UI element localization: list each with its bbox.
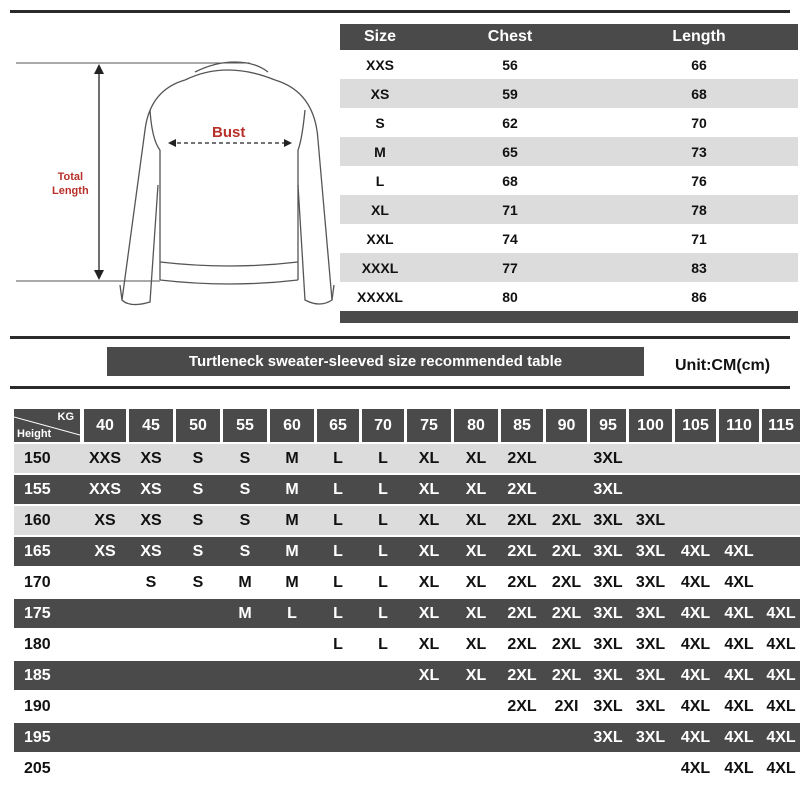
size-recommend-cell: S — [192, 573, 204, 591]
chest-cell: 74 — [502, 230, 518, 247]
size-recommend-cell: L — [333, 542, 343, 560]
size-recommend-cell: L — [378, 480, 388, 498]
size-chart-row — [340, 253, 798, 282]
size-recommend-cell: XL — [418, 573, 440, 591]
size-recommend-cell: 2XL — [507, 666, 537, 684]
size-recommend-cell: XS — [140, 511, 162, 529]
height-row — [14, 506, 800, 535]
size-recommend-cell: 4XL — [724, 542, 754, 560]
size-recommend-cell — [546, 723, 587, 752]
height-cell: 205 — [24, 759, 51, 777]
kg-header-cell: 40 — [84, 409, 126, 442]
height-row — [14, 444, 800, 473]
size-recommend-cell — [270, 692, 314, 721]
kg-header-row — [14, 409, 800, 442]
kg-header-cell: 60 — [270, 409, 314, 442]
size-recommend-cell: 3XL — [593, 449, 623, 467]
size-recommend-cell: 4XL — [766, 635, 796, 653]
size-recommend-cell — [719, 475, 759, 504]
size-recommend-cell — [762, 475, 800, 504]
length-cell: 76 — [691, 172, 707, 189]
height-row — [14, 599, 800, 628]
size-chart-footer-bar — [340, 311, 798, 323]
size-recommend-cell — [675, 506, 716, 535]
size-recommend-cell: 2XL — [551, 511, 582, 529]
bust-label: Bust — [212, 124, 246, 141]
size-recommend-cell: 2XL — [551, 542, 582, 560]
size-recommend-cell — [362, 692, 404, 721]
size-recommend-cell: M — [285, 511, 299, 529]
chest-cell: 80 — [502, 288, 518, 305]
chest-cell: 65 — [502, 143, 518, 160]
length-cell: 83 — [691, 259, 707, 276]
size-recommend-cell: L — [333, 573, 343, 591]
size-recommend-cell: XL — [418, 604, 440, 622]
kg-header-cell: 55 — [223, 409, 267, 442]
size-recommend-cell: M — [238, 573, 252, 591]
height-cell: 170 — [24, 573, 51, 591]
size-recommend-cell — [270, 754, 314, 783]
size-chart-row — [340, 166, 798, 195]
size-recommend-cell: 2XL — [551, 666, 582, 684]
size-recommend-cell: 3XL — [635, 542, 666, 560]
size-recommend-cell — [129, 599, 173, 628]
size-recommend-cell — [223, 692, 267, 721]
size-recommend-cell: XL — [418, 666, 440, 684]
size-recommend-cell: 3XL — [593, 666, 623, 684]
size-recommend-cell: 4XL — [680, 666, 711, 684]
size-recommend-cell: 2XL — [507, 511, 537, 529]
size-recommend-cell: 2XL — [551, 635, 582, 653]
size-recommend-cell: 4XL — [724, 635, 754, 653]
size-recommend-cell — [317, 661, 359, 690]
size-recommend-cell: L — [287, 604, 297, 622]
height-row — [14, 692, 800, 721]
size-chart-row — [340, 224, 798, 253]
size-recommend-cell: L — [333, 480, 343, 498]
size-recommend-cell — [84, 754, 126, 783]
kg-header-cell: 95 — [590, 409, 626, 442]
size-recommend-cell — [129, 723, 173, 752]
size-recommend-cell — [176, 630, 220, 659]
size-recommend-cell: XL — [465, 635, 487, 653]
size-recommend-cell: 4XL — [766, 666, 796, 684]
size-recommend-cell: XXS — [88, 449, 121, 467]
size-recommend-cell: S — [192, 511, 204, 529]
size-recommend-cell — [223, 661, 267, 690]
size-recommend-cell: XL — [418, 449, 440, 467]
size-recommend-cell — [223, 754, 267, 783]
size-recommend-cell — [501, 723, 543, 752]
size-recommend-cell: S — [192, 542, 204, 560]
size-recommend-cell: M — [285, 449, 299, 467]
size-recommend-cell: 4XL — [766, 759, 796, 777]
size-recommend-cell — [270, 630, 314, 659]
size-recommend-cell — [317, 754, 359, 783]
size-recommend-cell — [176, 599, 220, 628]
height-row — [14, 475, 800, 504]
length-cell: 78 — [691, 201, 707, 218]
size-recommend-cell: M — [285, 542, 299, 560]
corner-kg: KG — [57, 411, 74, 423]
size-recommend-cell: M — [285, 480, 299, 498]
size-recommend-cell: 3XL — [635, 728, 666, 746]
size-recommend-cell: 2XL — [507, 604, 537, 622]
size-recommend-cell: XS — [140, 480, 162, 498]
size-cell: XXS — [365, 56, 394, 73]
height-cell: 155 — [24, 480, 51, 498]
size-recommend-cell: L — [378, 511, 388, 529]
size-recommend-cell: S — [145, 573, 157, 591]
size-recommend-cell — [223, 630, 267, 659]
size-recommend-cell — [84, 630, 126, 659]
size-recommend-cell — [362, 723, 404, 752]
size-recommend-cell: L — [333, 449, 343, 467]
corner-height: Height — [17, 428, 52, 440]
size-recommend-cell — [362, 754, 404, 783]
height-row — [14, 661, 800, 690]
size-recommend-cell: 4XL — [680, 635, 711, 653]
size-recommend-cell — [762, 537, 800, 566]
size-recommend-cell — [270, 661, 314, 690]
length-cell: 70 — [691, 114, 707, 131]
size-recommend-cell: L — [378, 635, 388, 653]
size-recommend-cell — [129, 754, 173, 783]
height-cell: 160 — [24, 511, 51, 529]
size-recommend-cell: 4XL — [766, 697, 796, 715]
size-recommend-cell: 3XL — [635, 573, 666, 591]
kg-header-cell: 90 — [546, 409, 587, 442]
size-recommend-cell: 4XL — [680, 728, 711, 746]
size-chart-row — [340, 108, 798, 137]
size-recommend-cell — [129, 661, 173, 690]
kg-header-cell: 115 — [762, 409, 800, 442]
height-cell: 180 — [24, 635, 51, 653]
size-recommend-cell: XL — [418, 511, 440, 529]
size-recommend-cell — [317, 692, 359, 721]
size-recommend-cell: XXS — [88, 480, 121, 498]
height-cell: 165 — [24, 542, 51, 560]
size-recommend-cell: 2XL — [551, 573, 582, 591]
total-length-label — [52, 170, 89, 198]
size-recommend-cell: XL — [418, 635, 440, 653]
size-recommend-cell — [762, 444, 800, 473]
size-recommend-cell — [176, 692, 220, 721]
size-recommend-cell: XL — [465, 480, 487, 498]
size-recommend-cell: S — [192, 480, 204, 498]
size-recommend-cell: 3XL — [593, 511, 623, 529]
size-recommend-cell — [176, 661, 220, 690]
size-recommend-cell — [84, 723, 126, 752]
size-recommend-cell — [546, 444, 587, 473]
size-recommend-cell — [454, 723, 498, 752]
header-size: Size — [363, 28, 396, 45]
height-row — [14, 537, 800, 566]
size-recommend-cell: 4XL — [724, 604, 754, 622]
size-recommend-cell: 3XL — [593, 697, 623, 715]
size-recommend-cell: 3XL — [593, 573, 623, 591]
length-cell: 68 — [691, 85, 707, 102]
size-recommend-cell: L — [378, 449, 388, 467]
size-recommend-cell — [762, 568, 800, 597]
size-recommend-cell: 4XL — [680, 697, 711, 715]
size-recommend-cell — [454, 692, 498, 721]
size-recommend-cell — [407, 754, 451, 783]
size-recommend-cell: XS — [94, 542, 116, 560]
size-cell: XXXXL — [357, 288, 403, 305]
size-recommend-cell: 2XL — [551, 604, 582, 622]
size-recommend-cell: 3XL — [635, 697, 666, 715]
size-recommend-cell: 2XL — [507, 635, 537, 653]
size-chart-row — [340, 137, 798, 166]
size-recommend-cell — [84, 599, 126, 628]
size-recommend-cell: 4XL — [680, 542, 711, 560]
kg-header-cell: 110 — [719, 409, 759, 442]
size-recommend-cell: 4XL — [680, 604, 711, 622]
size-recommend-cell — [675, 475, 716, 504]
size-recommend-cell — [762, 506, 800, 535]
size-recommend-cell — [719, 506, 759, 535]
chest-cell: 56 — [502, 56, 518, 73]
size-recommend-cell: XL — [465, 542, 487, 560]
size-recommend-cell — [362, 661, 404, 690]
size-recommend-cell: XS — [94, 511, 116, 529]
size-cell: XXXL — [361, 259, 399, 276]
size-recommend-cell: 2XI — [554, 697, 579, 715]
kg-header-cell: 100 — [629, 409, 672, 442]
size-recommend-cell: 4XL — [680, 573, 711, 591]
size-recommend-cell: 4XL — [724, 573, 754, 591]
size-recommend-cell: XL — [465, 666, 487, 684]
height-row — [14, 568, 800, 597]
chest-cell: 59 — [502, 85, 518, 102]
kg-header-cell: 45 — [129, 409, 173, 442]
size-recommend-cell: XL — [465, 573, 487, 591]
size-recommend-cell: 4XL — [724, 759, 754, 777]
recommend-table — [14, 409, 800, 783]
size-recommend-cell: M — [238, 604, 252, 622]
header-chest: Chest — [487, 28, 533, 45]
size-recommend-cell — [270, 723, 314, 752]
size-recommend-cell: 3XL — [635, 635, 666, 653]
size-cell: L — [375, 172, 385, 189]
sweater-diagram — [0, 0, 340, 320]
size-recommend-cell: 4XL — [724, 697, 754, 715]
size-recommend-cell — [454, 754, 498, 783]
size-recommend-cell: S — [192, 449, 204, 467]
kg-header-cell: 70 — [362, 409, 404, 442]
size-chart-header — [340, 24, 798, 50]
unit-label: Unit:CM(cm) — [675, 357, 771, 374]
divider-middle — [10, 336, 790, 339]
length-cell: 86 — [691, 288, 707, 305]
size-recommend-cell — [129, 630, 173, 659]
height-cell: 185 — [24, 666, 51, 684]
size-recommend-cell — [546, 475, 587, 504]
size-recommend-cell: 4XL — [680, 759, 711, 777]
size-recommend-cell: 3XL — [593, 635, 623, 653]
chest-cell: 71 — [502, 201, 518, 218]
size-recommend-cell: S — [239, 449, 251, 467]
size-recommend-cell: 4XL — [766, 604, 796, 622]
size-recommend-cell: S — [239, 542, 251, 560]
total-length-line2: Length — [52, 185, 89, 197]
height-cell: 190 — [24, 697, 51, 715]
size-recommend-cell: XL — [418, 480, 440, 498]
size-recommend-cell — [84, 692, 126, 721]
size-recommend-cell: L — [378, 573, 388, 591]
recommend-table-title: Turtleneck sweater-sleeved size recommended table — [107, 347, 644, 376]
size-recommend-cell: 3XL — [593, 728, 623, 746]
size-recommend-cell: 2XL — [507, 449, 537, 467]
size-recommend-cell: XL — [465, 511, 487, 529]
size-recommend-cell: XL — [418, 542, 440, 560]
size-recommend-cell: L — [378, 604, 388, 622]
chest-cell: 62 — [502, 114, 518, 131]
total-length-line1: Total — [57, 171, 84, 183]
chest-cell: 68 — [502, 172, 518, 189]
kg-header-cell: 75 — [407, 409, 451, 442]
size-cell: XL — [371, 201, 389, 218]
size-recommend-cell: L — [333, 604, 343, 622]
size-recommend-cell: 2XL — [507, 480, 537, 498]
size-cell: XXL — [366, 230, 394, 247]
kg-header-cell: 80 — [454, 409, 498, 442]
size-recommend-cell — [629, 475, 672, 504]
size-recommend-cell: L — [333, 635, 343, 653]
size-recommend-cell — [407, 692, 451, 721]
length-cell: 73 — [691, 143, 707, 160]
size-cell: M — [374, 143, 386, 160]
size-recommend-cell — [317, 723, 359, 752]
size-recommend-cell: XL — [465, 449, 487, 467]
size-recommend-cell: M — [285, 573, 299, 591]
size-recommend-cell: 3XL — [593, 480, 623, 498]
chest-cell: 77 — [502, 259, 518, 276]
size-chart-row — [340, 282, 798, 311]
size-recommend-cell: 3XL — [635, 604, 666, 622]
height-cell: 150 — [24, 449, 51, 467]
size-recommend-cell — [590, 754, 626, 783]
size-recommend-cell: XS — [140, 542, 162, 560]
size-recommend-cell — [501, 754, 543, 783]
kg-header-cell: 50 — [176, 409, 220, 442]
length-cell: 71 — [691, 230, 707, 247]
size-chart-row — [340, 195, 798, 224]
header-corner — [14, 409, 80, 442]
size-recommend-cell: 3XL — [635, 511, 666, 529]
size-recommend-cell: XS — [140, 449, 162, 467]
size-cell: XS — [370, 85, 390, 102]
size-recommend-cell — [84, 568, 126, 597]
sweater-outline — [0, 0, 340, 320]
header-length: Length — [672, 28, 726, 45]
size-chart — [340, 24, 798, 323]
size-recommend-cell: 4XL — [766, 728, 796, 746]
size-recommend-cell: 4XL — [724, 666, 754, 684]
size-recommend-cell: 4XL — [724, 728, 754, 746]
size-recommend-cell — [546, 754, 587, 783]
size-recommend-cell: 3XL — [593, 604, 623, 622]
size-recommend-cell — [629, 444, 672, 473]
height-row — [14, 630, 800, 659]
height-row — [14, 723, 800, 752]
size-recommend-cell: 2XL — [507, 697, 537, 715]
size-recommend-cell — [176, 754, 220, 783]
size-recommend-cell: 2XL — [507, 573, 537, 591]
divider-lower — [10, 386, 790, 389]
size-recommend-cell: 2XL — [507, 542, 537, 560]
size-recommend-cell — [719, 444, 759, 473]
size-recommend-cell: 3XL — [593, 542, 623, 560]
kg-header-cell: 65 — [317, 409, 359, 442]
size-chart-row — [340, 50, 798, 79]
kg-header-cell: 105 — [675, 409, 716, 442]
size-chart-row — [340, 79, 798, 108]
size-recommend-cell — [129, 692, 173, 721]
size-recommend-cell — [176, 723, 220, 752]
height-cell: 195 — [24, 728, 51, 746]
kg-header-cell: 85 — [501, 409, 543, 442]
divider-top — [10, 10, 790, 13]
height-row — [14, 754, 800, 783]
size-recommend-cell — [223, 723, 267, 752]
size-recommend-cell: 3XL — [635, 666, 666, 684]
size-recommend-cell — [629, 754, 672, 783]
height-cell: 175 — [24, 604, 51, 622]
length-cell: 66 — [691, 56, 707, 73]
size-recommend-cell — [407, 723, 451, 752]
size-recommend-cell — [84, 661, 126, 690]
size-recommend-cell: L — [378, 542, 388, 560]
size-recommend-cell: L — [333, 511, 343, 529]
size-recommend-cell: S — [239, 511, 251, 529]
size-recommend-cell: XL — [465, 604, 487, 622]
size-recommend-cell — [675, 444, 716, 473]
size-recommend-cell: S — [239, 480, 251, 498]
size-cell: S — [375, 114, 385, 131]
